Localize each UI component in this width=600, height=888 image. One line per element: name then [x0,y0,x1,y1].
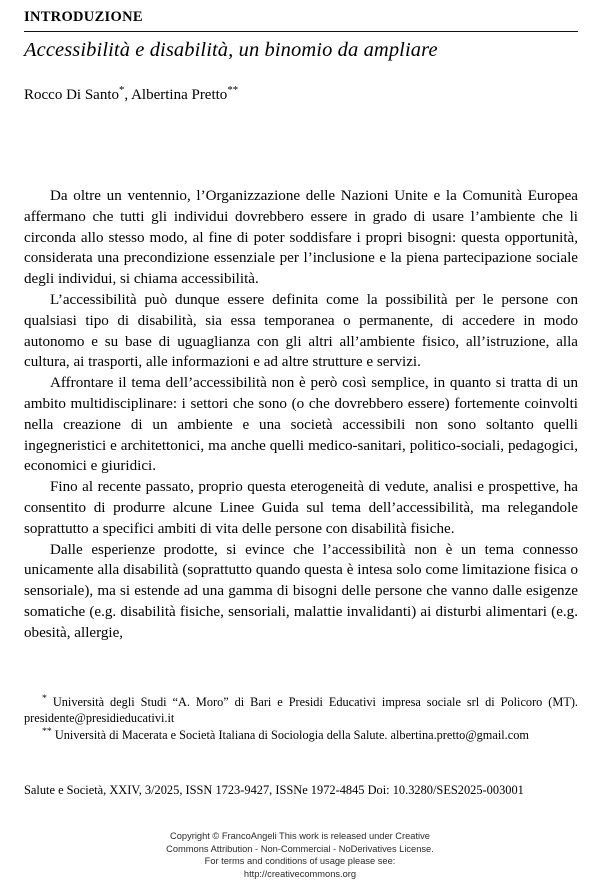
body-paragraph: Da oltre un ventennio, l’Organizzazione delle Nazioni Unite e la Comunità Europea affermano che tutti gli individui dovrebbero essere in grado di usare l’ambiente che li circonda allo stesso modo, al fine di poter soddisfare i propri bisogni: questa opportunità, considerata una precondizione essenziale per l’inclusione e la piena partecipazione sociale degli individui, si chiama accessibilità. [24,188,578,288]
footnote-item [24,694,578,727]
section-label: INTRODUZIONE [24,9,143,25]
footnote-text-1: Università degli Studi “A. Moro” di Bari e Presidi Educativi impresa sociale srl di Policoro (MT). presidente@presidieducativi.it [24,695,578,726]
copyright-line: Commons Attribution - Non-Commercial - NoDerivatives License. [166,843,434,854]
author-footnote-marker-1: * [119,84,125,96]
body-paragraph: Affrontare il tema dell’accessibilità non è però così semplice, in quanto si tratta di un ambito multidisciplinare: i settori che sono (o che dovrebbero essere) fortemente coinvolti nella creazione di un ambiente e una società accessibili non sono soltanto quelli ingegneristici e architettonici, ma anche quelli medico-sanitari, politico-sociali, pedagogici, economici e giuridici. [24,375,578,475]
body-paragraph: Dalle esperienze prodotte, si evince che l’accessibilità non è un tema connesso unicamente alla disabilità (soprattutto quando questa è intesa solo come limitazione fisica o sensoriale), ma si estende ad una gamma di bisogni delle persone che vanno dalle esigenze somatiche (e.g. disabilità fisiche, sensoriali, malattie invalidanti) ai disturbi alimentari (e.g. obesità, allergie, [24,541,578,641]
copyright-notice [0,830,600,880]
copyright-line: For terms and conditions of usage please see: [204,856,396,867]
authors-line [24,86,238,106]
article-body [24,186,578,644]
author-footnote-marker-2: ** [227,84,239,96]
author-name-secondary: , Albertina Pretto [124,87,228,103]
header-divider-rule [24,31,578,32]
body-paragraph: Fino al recente passato, proprio questa eterogeneità di vedute, analisi e prospettive, ha consentito di produrre alcune Linee Guida sul tema dell’accessibilità, ma relegandole soprattutto a specifici ambiti di vita delle persone con disabilità fisiche. [24,479,578,537]
page-title: Accessibilità e disabilità, un binomio da ampliare [24,39,438,61]
footnote-marker-2: ** [42,725,52,737]
journal-citation: Salute e Società, XXIV, 3/2025, ISSN 1723-9427, ISSNe 1972-4845 Doi: 10.3280/SES2025-003001 [24,783,524,797]
copyright-line: Copyright © FrancoAngeli This work is released under Creative [170,831,430,841]
footnotes-block [24,694,578,743]
footnote-text-2: Università di Macerata e Società Italiana di Sociologia della Salute. albertina.pretto@gmail.com [51,727,529,742]
footnote-item [24,727,578,743]
body-paragraph: L’accessibilità può dunque essere definita come la possibilità per le persone con qualsiasi tipo di disabilità, sia essa temporanea o permanente, di accedere in modo autonomo e su base di uguaglianza con gli altri all’ambiente fisico, all’istruzione, alla cultura, ai trasporti, alle informazioni e ad altre strutture e servizi. [24,291,578,371]
footnote-marker-1: * [42,692,47,704]
copyright-url: http://creativecommons.org [243,868,357,879]
author-name-primary: Rocco Di Santo [24,87,119,103]
